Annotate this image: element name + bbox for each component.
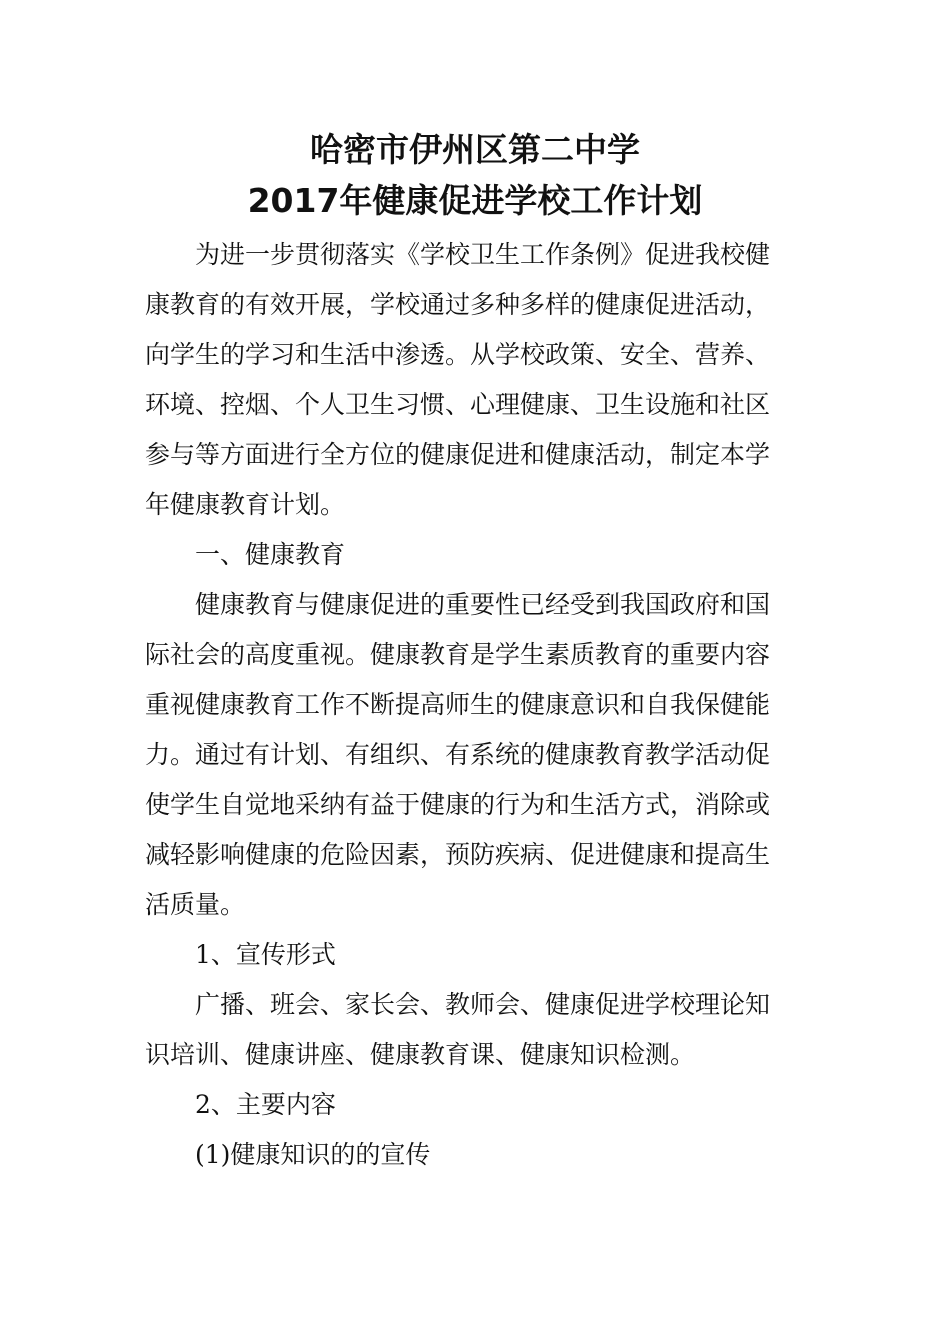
paragraph-line: 使学生自觉地采纳有益于健康的行为和生活方式，消除或: [145, 790, 771, 819]
paragraph-line: 广播、班会、家长会、教师会、健康促进学校理论知: [195, 990, 771, 1019]
paragraph-line: 参与等方面进行全方位的健康促进和健康活动，制定本学: [145, 440, 771, 469]
paragraph-line: 环境、控烟、个人卫生习惯、心理健康、卫生设施和社区: [145, 390, 771, 419]
section-heading: 一、健康教育: [195, 540, 346, 569]
paragraph-line: 际社会的高度重视。健康教育是学生素质教育的重要内容: [145, 640, 771, 669]
paragraph-line: 为进一步贯彻落实《学校卫生工作条例》促进我校健: [195, 240, 771, 269]
list-item-heading: (1)健康知识的的宣传: [195, 1140, 431, 1169]
paragraph-line: 识培训、健康讲座、健康教育课、健康知识检测。: [145, 1040, 696, 1069]
subsection-heading: 1、宣传形式: [195, 940, 336, 969]
paragraph-line: 力。通过有计划、有组织、有系统的健康教育教学活动促: [145, 740, 771, 769]
paragraph-line: 向学生的学习和生活中渗透。从学校政策、安全、营养、: [145, 340, 771, 369]
paragraph-line: 康教育的有效开展，学校通过多种多样的健康促进活动，: [145, 290, 771, 319]
paragraph-line: 活质量。: [145, 890, 246, 919]
paragraph-line: 年健康教育计划。: [145, 490, 346, 519]
subsection-heading: 2、主要内容: [195, 1090, 336, 1119]
paragraph-line: 重视健康教育工作不断提高师生的健康意识和自我保健能: [145, 690, 771, 719]
document-title-line2: 2017年健康促进学校工作计划: [247, 181, 703, 220]
paragraph-line: 减轻影响健康的危险因素，预防疾病、促进健康和提高生: [145, 840, 771, 869]
document-body: [145, 230, 795, 1180]
paragraph-line: 健康教育与健康促进的重要性已经受到我国政府和国: [195, 590, 771, 619]
document-title-line1: 哈密市伊州区第二中学: [310, 130, 640, 169]
